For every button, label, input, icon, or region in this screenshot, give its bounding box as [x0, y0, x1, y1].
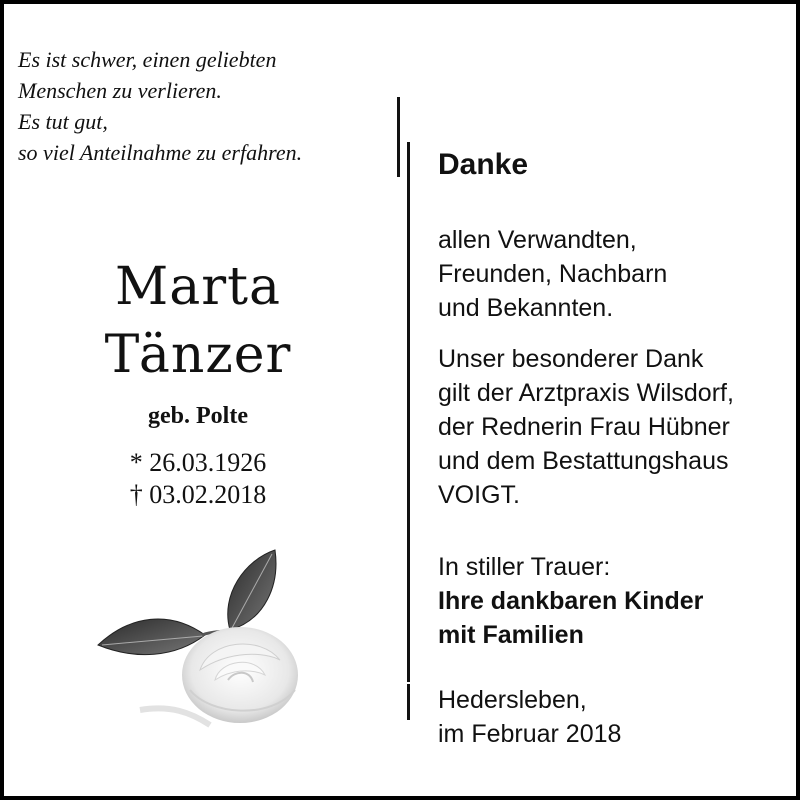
- quote-line: Es ist schwer, einen geliebten: [18, 47, 277, 72]
- recipient-line: Freunden, Nachbarn: [438, 260, 668, 288]
- special-line: und dem Bestattungshaus: [438, 447, 729, 475]
- vertical-divider-lower: [407, 684, 410, 720]
- recipient-line: und Bekannten.: [438, 294, 614, 322]
- vertical-divider-main: [407, 142, 410, 682]
- leaf-icon: [228, 550, 276, 630]
- quote-line: Menschen zu verlieren.: [18, 78, 222, 103]
- birth-date: * 26.03.1926: [129, 448, 267, 477]
- special-thanks: [438, 342, 734, 512]
- vertical-divider-upper: [397, 97, 400, 177]
- signer-line: Ihre dankbaren Kinder: [438, 587, 704, 615]
- recipient-line: allen Verwandten,: [438, 226, 637, 254]
- date: im Februar 2018: [438, 720, 622, 748]
- deceased-last-name: Tänzer: [104, 325, 292, 385]
- special-line: Unser besonderer Dank: [438, 345, 704, 373]
- special-line: der Rednerin Frau Hübner: [438, 413, 730, 441]
- special-line: VOIGT.: [438, 481, 520, 509]
- deceased-first-name: Marta: [114, 257, 281, 317]
- thanks-recipients: [438, 223, 667, 325]
- signer-line: mit Familien: [438, 621, 584, 649]
- place: Hedersleben,: [438, 686, 587, 714]
- place-date: [438, 683, 621, 751]
- quote-line: so viel Anteilnahme zu erfahren.: [18, 140, 303, 165]
- quote-line: Es tut gut,: [18, 109, 108, 134]
- mourning-intro: In stiller Trauer:: [438, 553, 611, 581]
- rose-image: [90, 540, 320, 730]
- maiden-name: geb. Polte: [148, 403, 248, 429]
- mourning-block: [438, 550, 703, 652]
- special-line: gilt der Arztpraxis Wilsdorf,: [438, 379, 734, 407]
- condolence-quote: [18, 44, 302, 168]
- thanks-heading: Danke: [438, 148, 529, 181]
- death-date: † 03.02.2018: [129, 480, 267, 509]
